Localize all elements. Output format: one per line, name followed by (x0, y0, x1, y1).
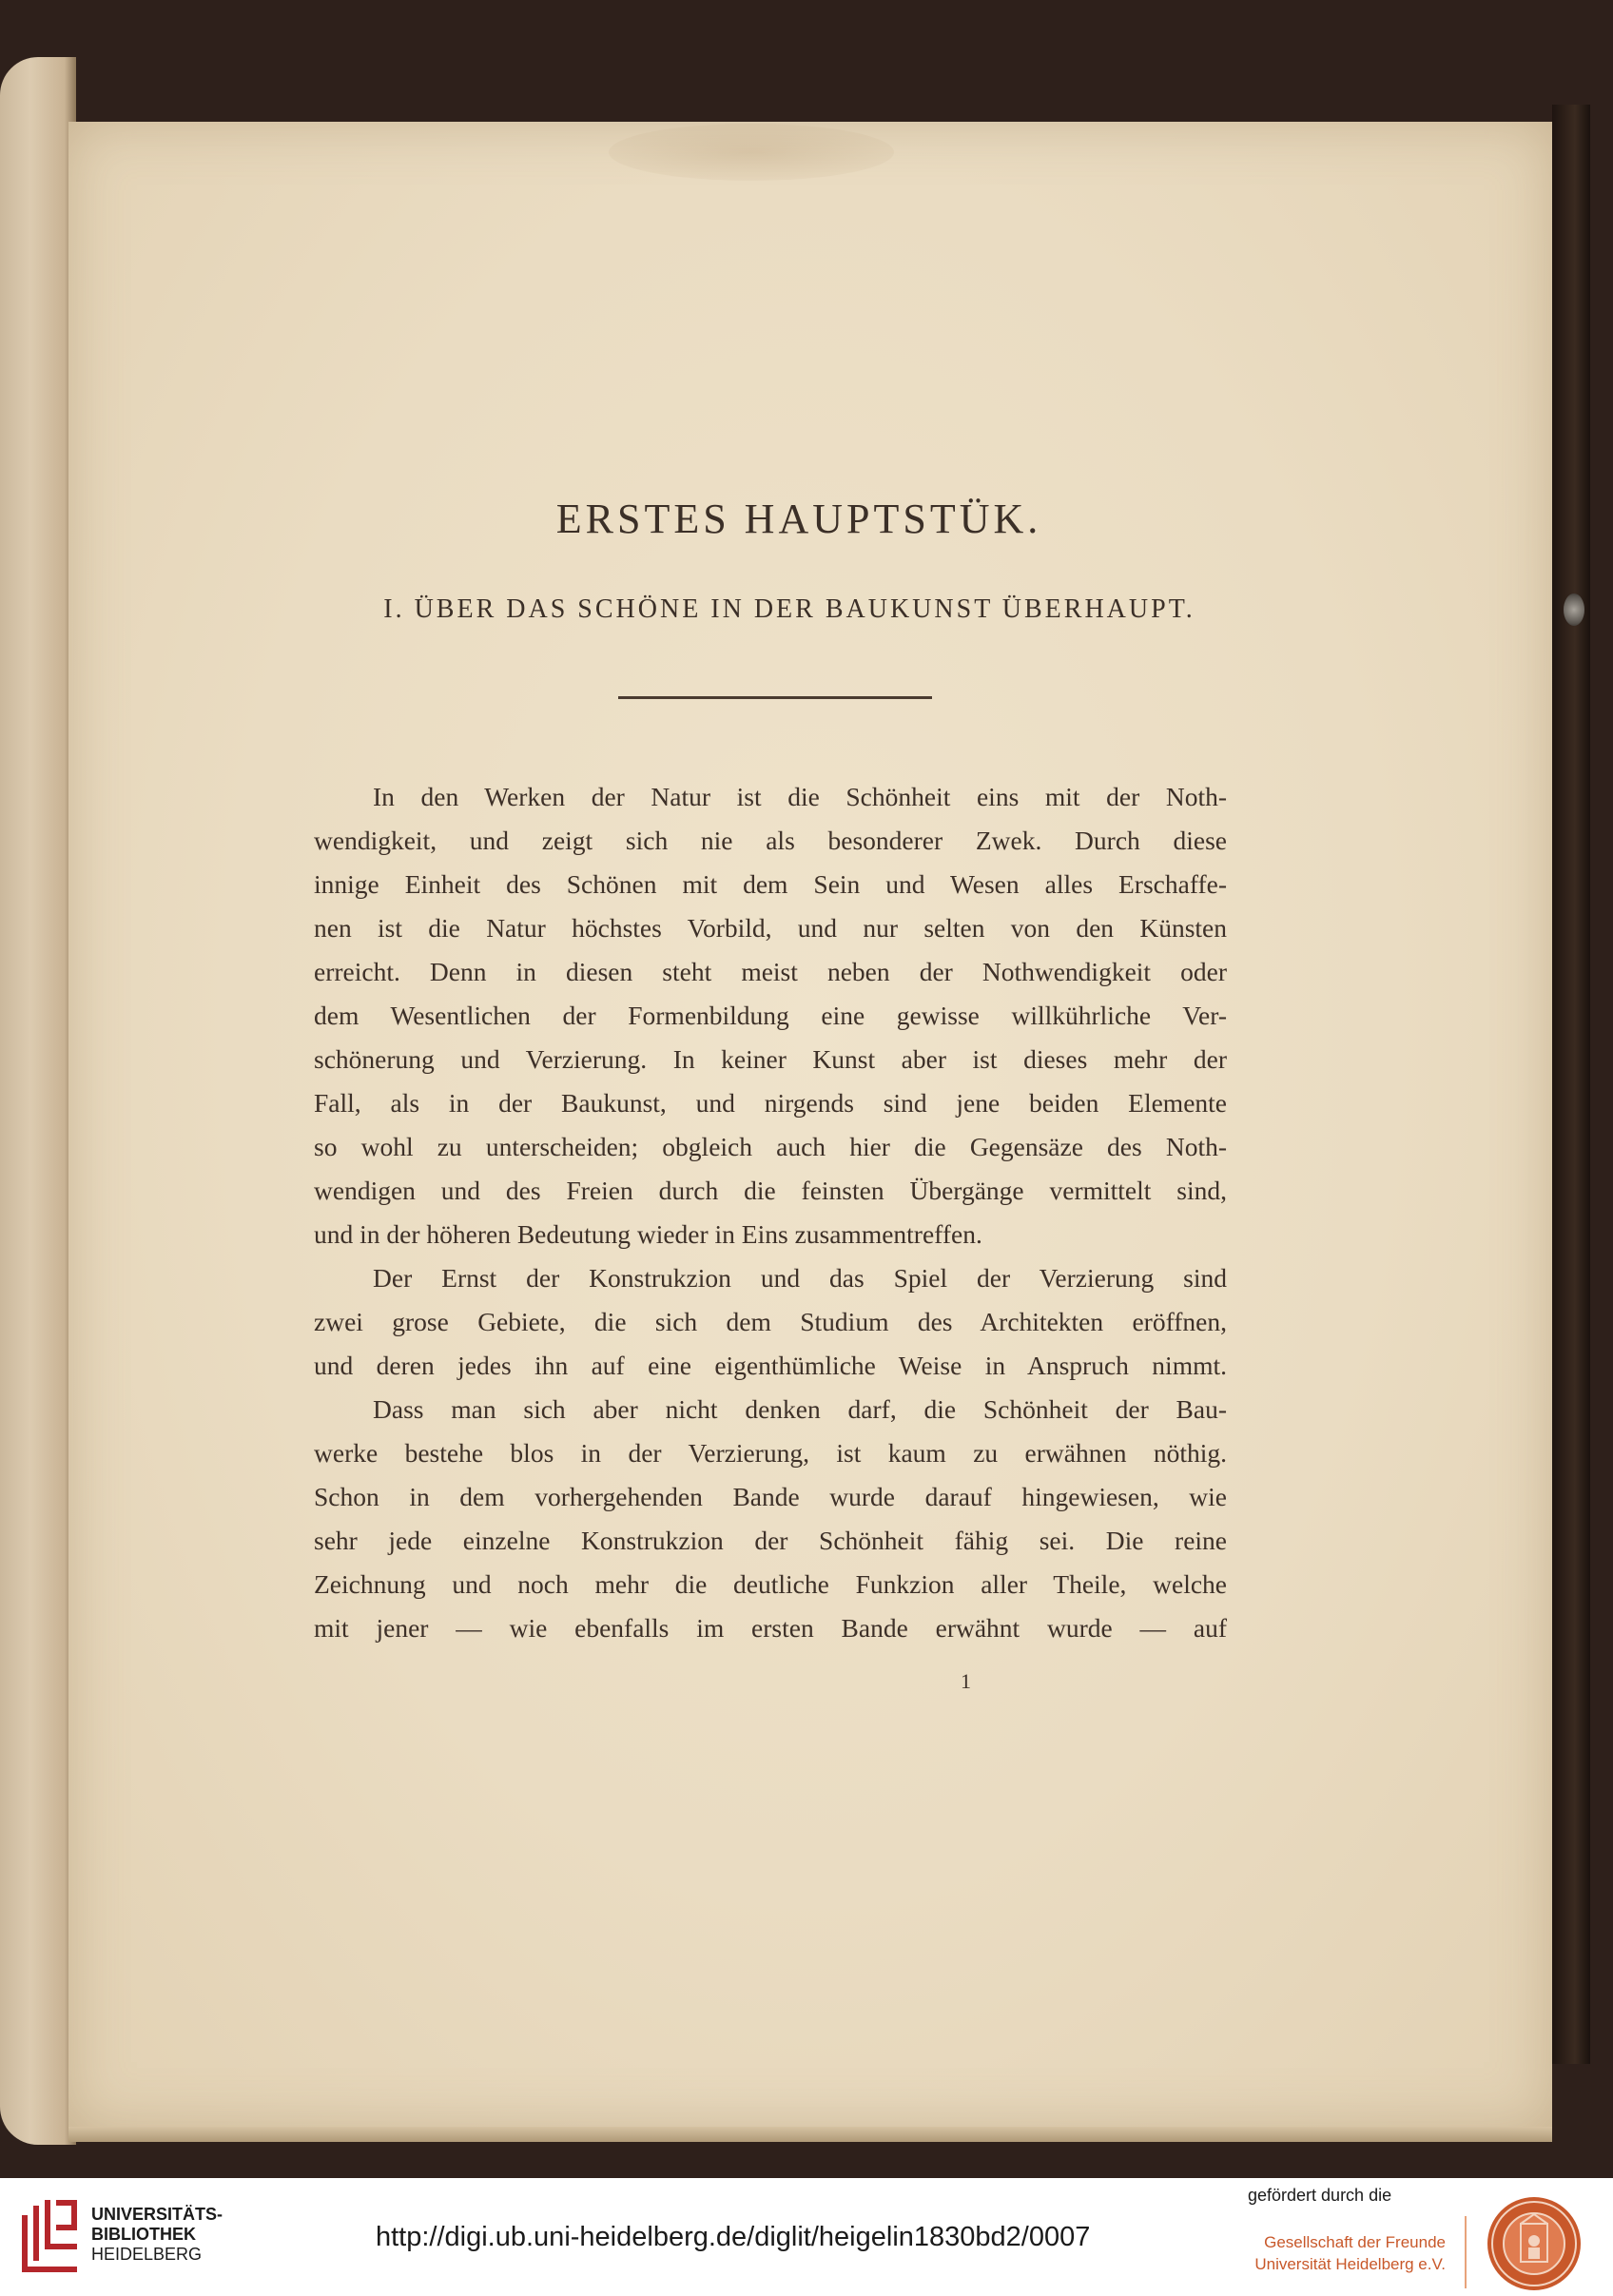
text-line: und in der höheren Bedeutung wieder in Eins zusammentreffen. (314, 1219, 982, 1249)
paper-stain (609, 124, 894, 181)
text-line: zwei grose Gebiete, die sich dem Studium des Architekten eröffnen, (314, 1307, 1227, 1336)
chapter-title: ERSTES HAUPTSTÜK. (555, 496, 1042, 542)
footer (0, 2178, 1613, 2296)
book-cover-left (0, 57, 76, 2145)
library-name (91, 2205, 223, 2265)
text-line: erreicht. Denn in diesen steht meist neben der Nothwendigkeit oder (314, 957, 1227, 986)
university-seal-icon (1486, 2195, 1583, 2292)
text-line: werke bestehe blos in der Verzierung, ist kaum zu erwähnen nöthig. (314, 1438, 1227, 1468)
text-line: so wohl zu unterscheiden; obgleich auch hier die Gegensäze des Noth- (314, 1132, 1227, 1161)
text-line: In den Werken der Natur ist die Schönheit eins mit der Noth- (373, 782, 1227, 811)
text-line: sehr jede einzelne Konstrukzion der Schönheit fähig sei. Die reine (314, 1526, 1227, 1555)
text-line: Zeichnung und noch mehr die deutliche Funkzion aller Theile, welche (314, 1569, 1227, 1599)
ub-heidelberg-logo-icon (19, 2199, 80, 2273)
clasp-icon (1564, 593, 1584, 626)
sponsor-name-line: Gesellschaft der Freunde (1264, 2233, 1446, 2251)
title-rule (618, 696, 932, 699)
permalink-url[interactable]: http://digi.ub.uni-heidelberg.de/diglit/heigelin1830bd2/0007 (376, 2222, 1091, 2252)
text-line: wendigen und des Freien durch die feinsten Übergänge vermittelt sind, (314, 1176, 1227, 1205)
sponsor-divider (1465, 2216, 1467, 2288)
text-line: wendigkeit, und zeigt sich nie als besonderer Zwek. Durch diese (314, 826, 1227, 855)
page-edge (68, 2127, 1552, 2142)
sponsor-label: gefördert durch die (1248, 2186, 1392, 2205)
text-line: mit jener — wie ebenfalls im ersten Bande erwähnt wurde — auf (314, 1613, 1227, 1643)
text-line: innige Einheit des Schönen mit dem Sein und Wesen alles Erschaffe- (314, 869, 1227, 899)
text-line: Schon in dem vorhergehenden Bande wurde darauf hingewiesen, wie (314, 1482, 1227, 1511)
text-line: schönerung und Verzierung. In keiner Kunst aber ist dieses mehr der (314, 1044, 1227, 1074)
body-text (314, 775, 1227, 1650)
library-name-line: BIBLIOTHEK (91, 2225, 196, 2244)
library-city: HEIDELBERG (91, 2245, 203, 2264)
book-cover-right (1552, 105, 1590, 2064)
text-line: nen ist die Natur höchstes Vorbild, und nur selten von den Künsten (314, 913, 1227, 943)
section-title: I. ÜBER DAS SCHÖNE IN DER BAUKUNST ÜBERHAUPT. (383, 594, 1195, 624)
text-line: Dass man sich aber nicht denken darf, die Schönheit der Bau- (373, 1394, 1227, 1424)
text-line: Der Ernst der Konstrukzion und das Spiel der Verzierung sind (373, 1263, 1227, 1293)
library-name-line: UNIVERSITÄTS- (91, 2205, 223, 2224)
page-number: 1 (961, 1669, 971, 1693)
text-line: Fall, als in der Baukunst, und nirgends sind jene beiden Elemente (314, 1088, 1227, 1118)
sponsor-name-line: Universität Heidelberg e.V. (1254, 2255, 1446, 2273)
sponsor-name (1217, 2231, 1446, 2275)
text-line: dem Wesentlichen der Formenbildung eine gewisse willkührliche Ver- (314, 1001, 1227, 1030)
text-line: und deren jedes ihn auf eine eigenthümliche Weise in Anspruch nimmt. (314, 1351, 1227, 1380)
